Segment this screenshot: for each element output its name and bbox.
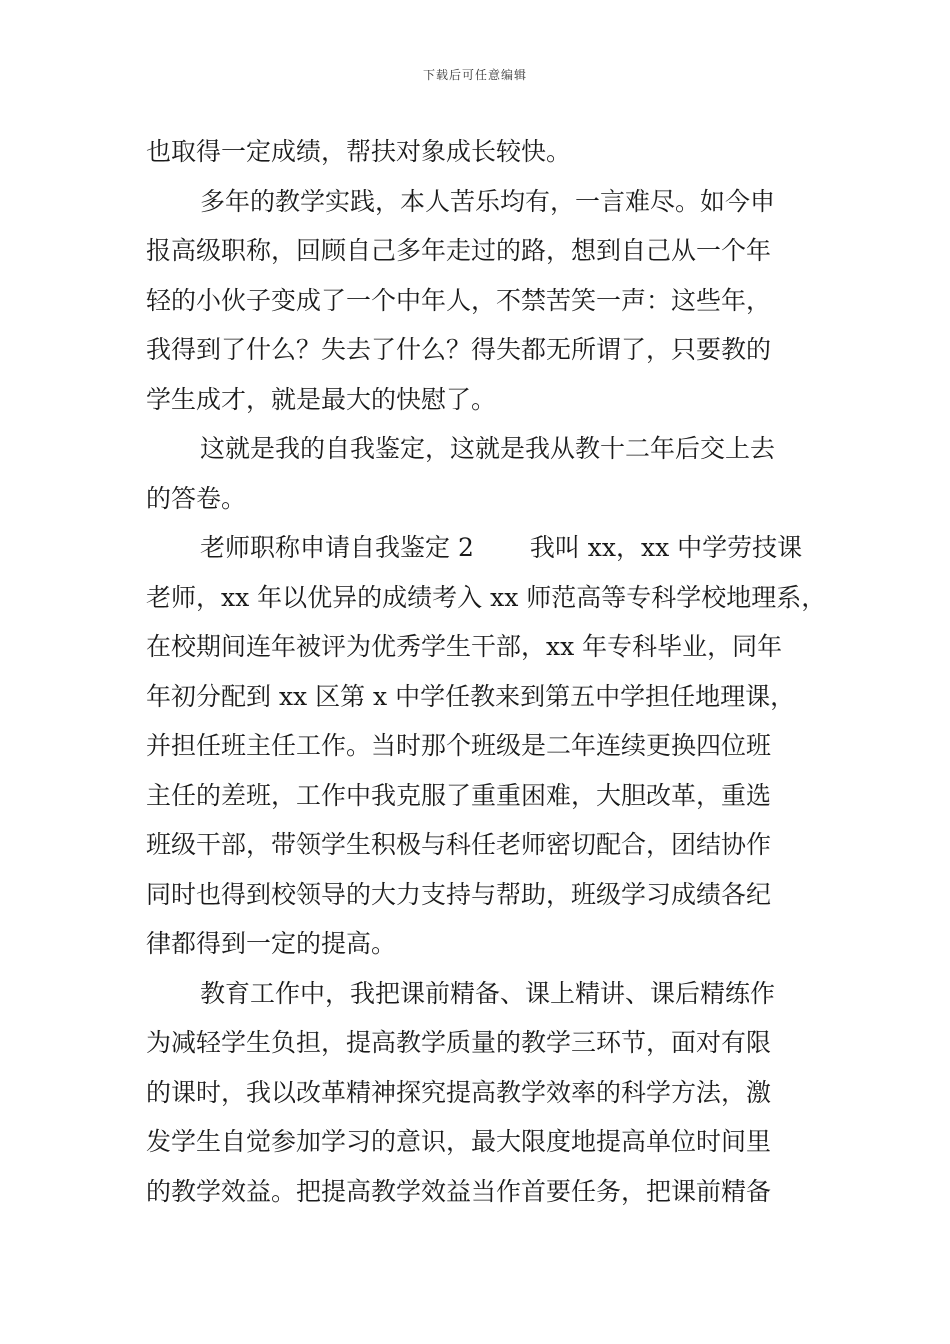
text-line: 也取得一定成绩，帮扶对象成长较快。 (146, 137, 572, 166)
text-line: 律都得到一定的提高。 (146, 929, 397, 958)
paragraph-first-line: 这就是我的自我鉴定，这就是我从教十二年后交上去 (200, 434, 776, 463)
text-line: 的课时，我以改革精神探究提高教学效率的科学方法，激 (146, 1077, 772, 1107)
text-line: 我得到了什么？失去了什么？得失都无所谓了，只要教的 (146, 335, 772, 364)
text-line: 主任的差班，工作中我克服了重重困难，大胆改革，重选 (146, 780, 772, 810)
document-body (146, 127, 826, 1216)
section-intro: 我叫 xx，xx 中学劳技课 (529, 533, 803, 562)
text-line: 报高级职称，回顾自己多年走过的路，想到自己从一个年 (146, 236, 772, 265)
text-line: 年初分配到 xx 区第 x 中学任教来到第五中学担任地理课， (146, 681, 796, 711)
text-line: 老师，xx 年以优异的成绩考入 xx 师范高等专科学校地理系， (146, 582, 827, 612)
text-line: 班级干部，带领学生积极与科任老师密切配合，团结协作 (146, 830, 772, 859)
paragraph-first-line: 教育工作中，我把课前精备、课上精讲、课后精练作 (200, 978, 776, 1008)
text-line: 的答卷。 (146, 483, 247, 513)
text-line: 为减轻学生负担，提高教学质量的教学三环节，面对有限 (146, 1028, 772, 1057)
text-line: 的教学效益。把提高教学效益当作首要任务，把课前精备 (146, 1176, 772, 1206)
section-heading-line (146, 523, 826, 573)
text-line: 同时也得到校领导的大力支持与帮助，班级学习成绩各纪 (146, 879, 772, 909)
text-line: 学生成才，就是最大的快慰了。 (146, 384, 497, 414)
text-line: 发学生自觉参加学习的意识，最大限度地提高单位时间里 (146, 1127, 772, 1156)
page-header: 下载后可任意编辑 (422, 68, 527, 82)
section-title: 老师职称申请自我鉴定 2 (200, 533, 474, 562)
text-line: 在校期间连年被评为优秀学生干部，xx 年专科毕业，同年 (146, 632, 783, 661)
text-line: 并担任班主任工作。当时那个班级是二年连续更换四位班 (146, 731, 772, 760)
text-line: 轻的小伙子变成了一个中年人，不禁苦笑一声：这些年， (146, 285, 772, 315)
paragraph-first-line: 多年的教学实践，本人苦乐均有，一言难尽。如今申 (200, 186, 776, 216)
